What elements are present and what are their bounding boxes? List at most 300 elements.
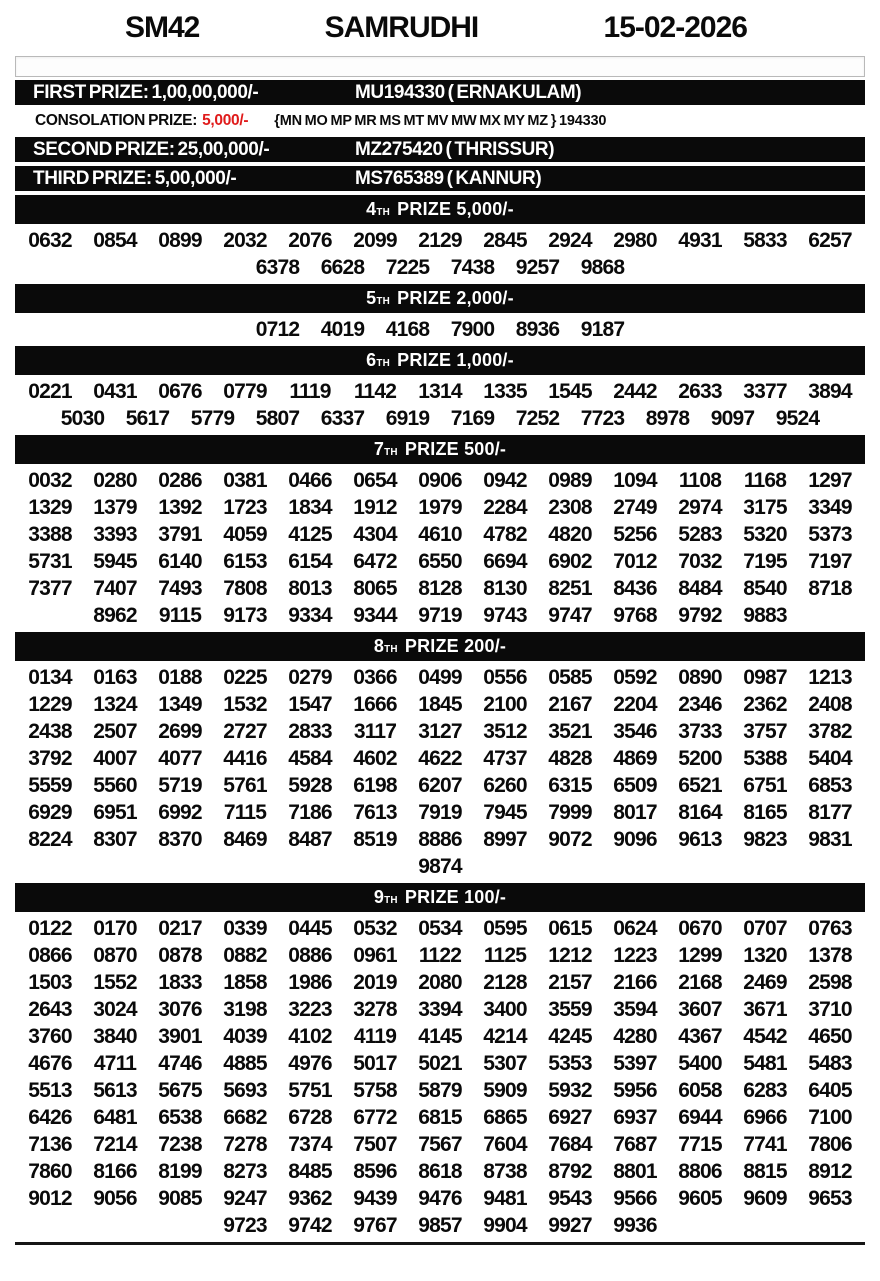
prize-number: 3594	[613, 997, 657, 1021]
prize-number: 4602	[353, 746, 397, 770]
prize-number: 2168	[678, 970, 722, 994]
prize-number: 4676	[28, 1051, 72, 1075]
prize-number: 1723	[223, 495, 267, 519]
prize-number: 9247	[223, 1186, 267, 1210]
prize-number: 4304	[353, 522, 397, 546]
number-row	[15, 915, 865, 942]
prize-number: 9904	[483, 1213, 527, 1237]
prize-number: 2408	[808, 692, 852, 716]
prize-number: 2633	[678, 379, 722, 403]
prize-number: 6694	[483, 549, 527, 573]
number-row	[15, 969, 865, 996]
prize-number: 8370	[158, 827, 202, 851]
prize-number: 4711	[93, 1051, 137, 1075]
prize-number: 0942	[483, 468, 527, 492]
number-row	[15, 1131, 865, 1158]
prize-ordinal: 8	[373, 636, 385, 656]
prize-sections	[15, 195, 865, 1239]
prize-number: 3901	[158, 1024, 202, 1048]
prize-number: 2924	[548, 228, 592, 252]
prize-number: 6853	[808, 773, 852, 797]
prize-number: 3388	[28, 522, 72, 546]
prize-number: 1122	[418, 943, 462, 967]
prize-number: 0279	[288, 665, 332, 689]
prize-number: 3393	[93, 522, 137, 546]
prize-number: 0499	[418, 665, 462, 689]
prize-number: 2284	[483, 495, 527, 519]
prize-number: 2308	[548, 495, 592, 519]
prize-number: 4168	[385, 317, 430, 341]
prize-number: 5307	[483, 1051, 527, 1075]
consolation-label: CONSOLATION PRIZE:	[35, 112, 198, 129]
prize-section-5th	[15, 284, 865, 343]
prize-number: 4059	[223, 522, 267, 546]
prize-section-9th	[15, 883, 865, 1239]
prize-section-title: PRIZE 2,000/-	[391, 288, 514, 308]
number-row	[15, 826, 865, 853]
prize-number: 7186	[288, 800, 332, 824]
prize-number: 9524	[775, 406, 820, 430]
prize-number: 3223	[288, 997, 332, 1021]
prize-number: 7407	[93, 576, 137, 600]
prize-number: 7136	[28, 1132, 72, 1156]
prize-number: 3394	[418, 997, 462, 1021]
prize-number: 6772	[353, 1105, 397, 1129]
prize-number: 1324	[93, 692, 137, 716]
prize-number: 6257	[808, 228, 852, 252]
prize-number: 0878	[158, 943, 202, 967]
prize-number: 9767	[353, 1213, 397, 1237]
prize-number: 9883	[743, 603, 787, 627]
prize-number: 9566	[613, 1186, 657, 1210]
prize-number: 6283	[743, 1078, 787, 1102]
prize-number: 9609	[743, 1186, 787, 1210]
prize-number: 4622	[418, 746, 462, 770]
prize-number: 1125	[483, 943, 527, 967]
prize-number: 4584	[288, 746, 332, 770]
prize-number: 7741	[743, 1132, 787, 1156]
prize-number: 0225	[223, 665, 267, 689]
prize-number: 0280	[93, 468, 137, 492]
number-row	[15, 405, 865, 432]
prize-number: 7032	[678, 549, 722, 573]
prize-number: 8596	[353, 1159, 397, 1183]
prize-number: 6058	[678, 1078, 722, 1102]
prize-number: 8164	[678, 800, 722, 824]
prize-section-title: PRIZE 1,000/-	[391, 350, 514, 370]
prize-number: 9481	[483, 1186, 527, 1210]
title-row	[15, 0, 865, 56]
prize-number: 4007	[93, 746, 137, 770]
number-row	[15, 718, 865, 745]
prize-number: 4125	[288, 522, 332, 546]
prize-number: 8886	[418, 827, 462, 851]
prize-number: 8469	[223, 827, 267, 851]
prize-number: 5833	[743, 228, 787, 252]
number-row	[15, 1023, 865, 1050]
prize-number: 0906	[418, 468, 462, 492]
prize-number: 6902	[548, 549, 592, 573]
prize-number: 1845	[418, 692, 462, 716]
prize-number: 2845	[483, 228, 527, 252]
third-prize-amount: 5,00,000/-	[154, 167, 237, 189]
prize-number: 1349	[158, 692, 202, 716]
prize-number: 1094	[613, 468, 657, 492]
prize-number: 1552	[93, 970, 137, 994]
prize-number: 7715	[678, 1132, 722, 1156]
prize-number: 8199	[158, 1159, 202, 1183]
draw-date: 15-02-2026	[603, 11, 747, 44]
prize-number: 2699	[158, 719, 202, 743]
prize-number: 6937	[613, 1105, 657, 1129]
prize-number: 4976	[288, 1051, 332, 1075]
consolation-series: {MN MO MP MR MS MT MV MW MX MY MZ } 194330	[274, 113, 607, 129]
prize-number: 6966	[743, 1105, 787, 1129]
prize-number: 9543	[548, 1186, 592, 1210]
prize-number: 9096	[613, 827, 657, 851]
prize-number: 6751	[743, 773, 787, 797]
prize-number: 7012	[613, 549, 657, 573]
prize-number: 5388	[743, 746, 787, 770]
prize-number: 8065	[353, 576, 397, 600]
prize-number: 8166	[93, 1159, 137, 1183]
number-row	[15, 691, 865, 718]
prize-number: 0870	[93, 943, 137, 967]
prize-number: 9823	[743, 827, 787, 851]
prize-number: 8251	[548, 576, 592, 600]
prize-number: 7507	[353, 1132, 397, 1156]
prize-number: 2019	[353, 970, 397, 994]
prize-number: 0866	[28, 943, 72, 967]
prize-number: 8484	[678, 576, 722, 600]
prize-number: 0122	[28, 916, 72, 940]
prize-number: 9012	[28, 1186, 72, 1210]
prize-number: 9792	[678, 603, 722, 627]
prize-number: 5909	[483, 1078, 527, 1102]
prize-number: 0592	[613, 665, 657, 689]
prize-number: 6481	[93, 1105, 137, 1129]
prize-number: 1545	[548, 379, 592, 403]
prize-section-header: 5 TH PRIZE 2,000/-	[15, 284, 865, 313]
prize-number: 0221	[28, 379, 72, 403]
prize-number: 2128	[483, 970, 527, 994]
prize-number: 6198	[353, 773, 397, 797]
prize-number: 4782	[483, 522, 527, 546]
prize-number: 3400	[483, 997, 527, 1021]
number-row	[15, 853, 865, 880]
prize-number: 4746	[158, 1051, 202, 1075]
prize-number: 3521	[548, 719, 592, 743]
prize-number: 6865	[483, 1105, 527, 1129]
prize-number: 4737	[483, 746, 527, 770]
prize-number: 4214	[483, 1024, 527, 1048]
prize-number: 3671	[743, 997, 787, 1021]
prize-number: 3559	[548, 997, 592, 1021]
prize-number: 7100	[808, 1105, 852, 1129]
prize-number: 8792	[548, 1159, 592, 1183]
prize-number: 0763	[808, 916, 852, 940]
prize-number: 2167	[548, 692, 592, 716]
number-row	[15, 254, 865, 281]
prize-number: 7214	[93, 1132, 137, 1156]
prize-number: 5256	[613, 522, 657, 546]
prize-number: 6944	[678, 1105, 722, 1129]
prize-number: 1912	[353, 495, 397, 519]
prize-number: 8806	[678, 1159, 722, 1183]
prize-number: 0556	[483, 665, 527, 689]
prize-number: 5928	[288, 773, 332, 797]
prize-number: 3733	[678, 719, 722, 743]
prize-number: 6728	[288, 1105, 332, 1129]
prize-number: 8738	[483, 1159, 527, 1183]
number-row	[15, 521, 865, 548]
prize-number: 4820	[548, 522, 592, 546]
prize-number: 7377	[28, 576, 72, 600]
prize-number: 4869	[613, 746, 657, 770]
prize-number: 4145	[418, 1024, 462, 1048]
prize-number: 8485	[288, 1159, 332, 1183]
prize-number: 6337	[320, 406, 365, 430]
prize-number: 0882	[223, 943, 267, 967]
second-prize-bar	[15, 137, 865, 162]
footer-space	[15, 1245, 865, 1281]
prize-number: 3792	[28, 746, 72, 770]
prize-number: 9747	[548, 603, 592, 627]
prize-number: 0532	[353, 916, 397, 940]
prize-number: 0670	[678, 916, 722, 940]
prize-number: 1212	[548, 943, 592, 967]
prize-number: 9097	[710, 406, 755, 430]
prize-number: 1833	[158, 970, 202, 994]
prize-number: 7278	[223, 1132, 267, 1156]
prize-number: 0886	[288, 943, 332, 967]
prize-number: 5719	[158, 773, 202, 797]
prize-number: 6405	[808, 1078, 852, 1102]
prize-number: 5779	[190, 406, 235, 430]
prize-number: 5879	[418, 1078, 462, 1102]
second-prize-winner: MZ275420 ( THRISSUR)	[355, 138, 555, 160]
first-prize-label-amount	[33, 82, 355, 104]
number-row	[15, 1050, 865, 1077]
prize-number: 9768	[613, 603, 657, 627]
prize-number: 0381	[223, 468, 267, 492]
prize-number: 3757	[743, 719, 787, 743]
prize-number: 2346	[678, 692, 722, 716]
number-row	[15, 548, 865, 575]
prize-section-header: 8 TH PRIZE 200/-	[15, 632, 865, 661]
prize-number: 7252	[515, 406, 560, 430]
prize-number: 0712	[255, 317, 300, 341]
prize-number: 5017	[353, 1051, 397, 1075]
prize-number: 0032	[28, 468, 72, 492]
prize-number: 2129	[418, 228, 462, 252]
prize-number: 6951	[93, 800, 137, 824]
prize-number: 2100	[483, 692, 527, 716]
prize-number: 3127	[418, 719, 462, 743]
prize-number: 7225	[385, 255, 430, 279]
prize-number: 5731	[28, 549, 72, 573]
number-row	[15, 799, 865, 826]
first-prize-label: FIRST PRIZE:	[33, 81, 149, 103]
prize-number: 8130	[483, 576, 527, 600]
prize-number: 5751	[288, 1078, 332, 1102]
consolation-amount: 5,000/-	[202, 112, 249, 129]
prize-number: 3024	[93, 997, 137, 1021]
prize-number: 9874	[418, 854, 462, 878]
prize-number: 3278	[353, 997, 397, 1021]
first-prize-bar	[15, 80, 865, 105]
prize-number: 6153	[223, 549, 267, 573]
prize-number: 0163	[93, 665, 137, 689]
prize-number: 3710	[808, 997, 852, 1021]
prize-number: 7900	[450, 317, 495, 341]
consolation-prize-row	[15, 109, 865, 133]
prize-number: 0534	[418, 916, 462, 940]
prize-number: 0286	[158, 468, 202, 492]
prize-number: 0170	[93, 916, 137, 940]
prize-number: 1314	[418, 379, 462, 403]
prize-number: 2727	[223, 719, 267, 743]
prize-number: 7687	[613, 1132, 657, 1156]
prize-number: 3349	[808, 495, 852, 519]
prize-number: 8165	[743, 800, 787, 824]
number-row	[15, 494, 865, 521]
prize-number: 0585	[548, 665, 592, 689]
prize-number: 1119	[289, 379, 331, 403]
prize-number: 5560	[93, 773, 137, 797]
prize-number: 7860	[28, 1159, 72, 1183]
prize-number: 2980	[613, 228, 657, 252]
prize-number: 5030	[60, 406, 105, 430]
prize-number: 0624	[613, 916, 657, 940]
prize-number: 8962	[93, 603, 137, 627]
prize-section-title: PRIZE 200/-	[399, 636, 507, 656]
prize-number: 6260	[483, 773, 527, 797]
prize-number: 4280	[613, 1024, 657, 1048]
prize-number: 1335	[483, 379, 527, 403]
prize-number: 5283	[678, 522, 722, 546]
prize-number: 3377	[743, 379, 787, 403]
prize-number: 2166	[613, 970, 657, 994]
prize-number: 6521	[678, 773, 722, 797]
prize-number: 9719	[418, 603, 462, 627]
prize-number: 0615	[548, 916, 592, 940]
prize-number: 0987	[743, 665, 787, 689]
prize-number: 9653	[808, 1186, 852, 1210]
prize-number: 7197	[808, 549, 852, 573]
number-row	[15, 316, 865, 343]
prize-number: 5021	[418, 1051, 462, 1075]
prize-number: 8801	[613, 1159, 657, 1183]
prize-number: 0134	[28, 665, 72, 689]
prize-number: 1299	[678, 943, 722, 967]
prize-number: 8224	[28, 827, 72, 851]
prize-number: 9742	[288, 1213, 332, 1237]
prize-number: 6929	[28, 800, 72, 824]
prize-number: 0366	[353, 665, 397, 689]
prize-ordinal: 9	[373, 887, 385, 907]
prize-number: 0676	[158, 379, 202, 403]
number-row	[15, 772, 865, 799]
prize-section-header: 6 TH PRIZE 1,000/-	[15, 346, 865, 375]
prize-number: 8978	[645, 406, 690, 430]
prize-number: 0961	[353, 943, 397, 967]
prize-number: 2362	[743, 692, 787, 716]
lottery-code: SM42	[125, 11, 200, 44]
prize-number: 3546	[613, 719, 657, 743]
prize-number: 4019	[320, 317, 365, 341]
prize-number: 1108	[678, 468, 722, 492]
prize-number: 1392	[158, 495, 202, 519]
prize-ordinal: 5	[366, 288, 377, 308]
prize-number: 8128	[418, 576, 462, 600]
lottery-name: SAMRUDHI	[324, 11, 479, 44]
prize-number: 3607	[678, 997, 722, 1021]
prize-number: 6207	[418, 773, 462, 797]
prize-number: 0707	[743, 916, 787, 940]
prize-number: 9072	[548, 827, 592, 851]
prize-number: 3512	[483, 719, 527, 743]
prize-number: 4245	[548, 1024, 592, 1048]
prize-number: 1168	[743, 468, 787, 492]
prize-number: 6992	[158, 800, 202, 824]
prize-number: 1503	[28, 970, 72, 994]
prize-number: 6919	[385, 406, 430, 430]
prize-number: 2974	[678, 495, 722, 519]
prize-number: 9085	[158, 1186, 202, 1210]
prize-number: 5617	[125, 406, 170, 430]
prize-number: 4367	[678, 1024, 722, 1048]
prize-number: 3791	[158, 522, 202, 546]
prize-number: 3076	[158, 997, 202, 1021]
prize-number: 9187	[580, 317, 625, 341]
number-row	[15, 1185, 865, 1212]
prize-number: 5397	[613, 1051, 657, 1075]
prize-section-6th	[15, 346, 865, 432]
prize-number: 9831	[808, 827, 852, 851]
prize-number: 9362	[288, 1186, 332, 1210]
prize-number: 4542	[743, 1024, 787, 1048]
prize-number: 5400	[678, 1051, 722, 1075]
prize-number: 1979	[418, 495, 462, 519]
prize-number: 5675	[158, 1078, 202, 1102]
prize-number: 3198	[223, 997, 267, 1021]
prize-number: 9743	[483, 603, 527, 627]
prize-number: 8307	[93, 827, 137, 851]
prize-number: 6550	[418, 549, 462, 573]
prize-number: 8273	[223, 1159, 267, 1183]
prize-number: 7684	[548, 1132, 592, 1156]
prize-number: 9868	[580, 255, 625, 279]
prize-number: 0466	[288, 468, 332, 492]
prize-number: 0339	[223, 916, 267, 940]
prize-number: 6815	[418, 1105, 462, 1129]
prize-number: 3782	[808, 719, 852, 743]
prize-number: 9257	[515, 255, 560, 279]
prize-number: 2442	[613, 379, 657, 403]
number-row	[15, 602, 865, 629]
prize-number: 8013	[288, 576, 332, 600]
prize-number: 8912	[808, 1159, 852, 1183]
prize-number: 6154	[288, 549, 332, 573]
prize-number: 9605	[678, 1186, 722, 1210]
prize-number: 0445	[288, 916, 332, 940]
prize-number: 8177	[808, 800, 852, 824]
prize-number: 3894	[808, 379, 852, 403]
prize-number: 5932	[548, 1078, 592, 1102]
prize-number: 6927	[548, 1105, 592, 1129]
prize-number: 2643	[28, 997, 72, 1021]
